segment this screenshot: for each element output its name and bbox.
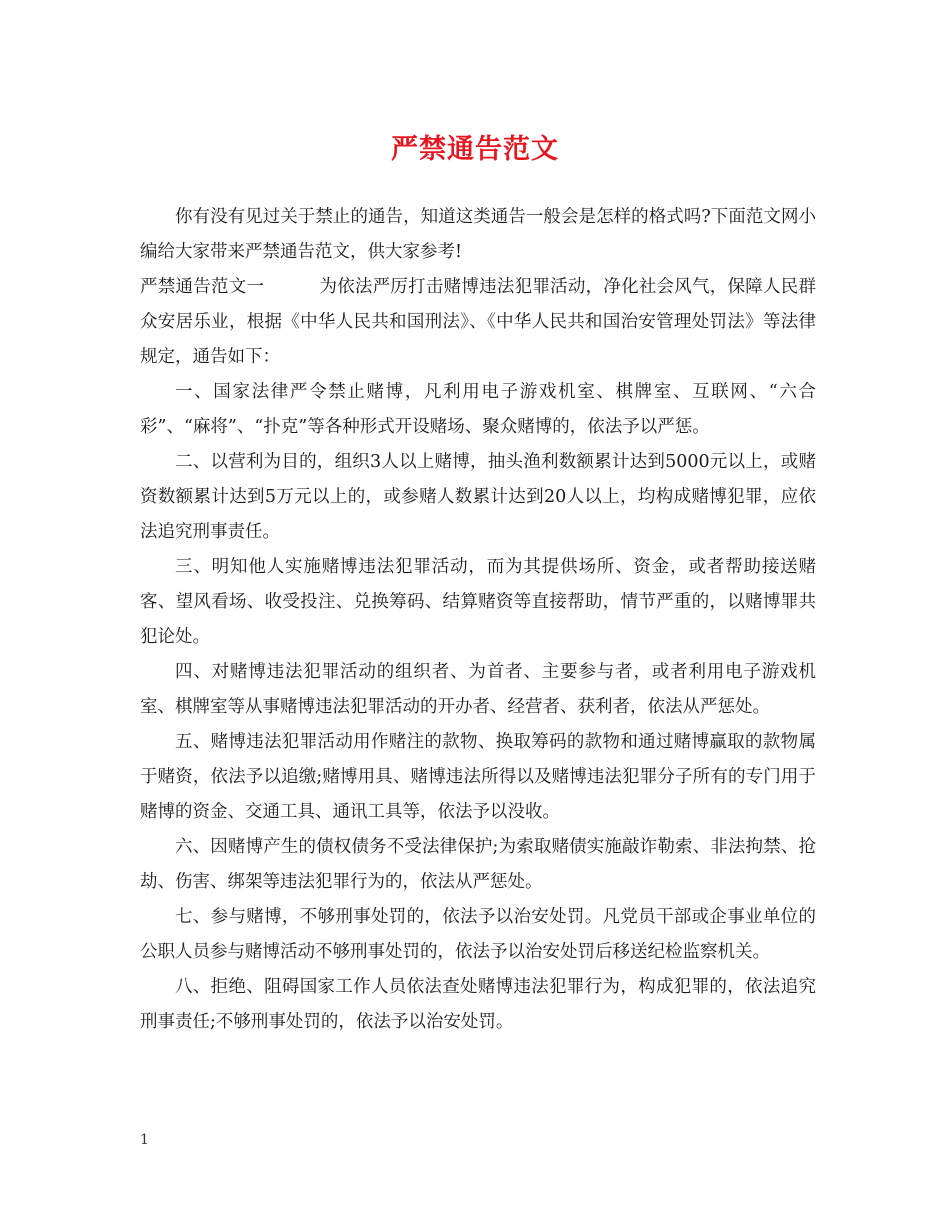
notice-item-2: 二、以营利为目的，组织3人以上赌博，抽头渔利数额累计达到5000元以上，或赌资数额累计达到5万元以上的，或参赌人数累计达到20人以上，均构成赌博犯罪，应依法追究刑事责任。 xyxy=(140,452,816,542)
preamble-text: 为依法严厉打击赌博违法犯罪活动，净化社会风气，保障人民群众安居乐业，根据《中华人民共和国刑法》、《中华人民共和国治安管理处罚法》等法律规定，通告如下： xyxy=(140,277,817,367)
notice-item-7: 七、参与赌博，不够刑事处罚的，依法予以治安处罚。凡党员干部或企事业单位的公职人员参与赌博活动不够刑事处罚的，依法予以治安处罚后移送纪检监察机关。 xyxy=(140,907,816,962)
notice-item-6: 六、因赌博产生的债权债务不受法律保护;为索取赌债实施敲诈勒索、非法拘禁、抢劫、伤害、绑架等违法犯罪行为的，依法从严惩处。 xyxy=(140,837,816,892)
notice-item-4: 四、对赌博违法犯罪活动的组织者、为首者、主要参与者，或者利用电子游戏机室、棋牌室等从事赌博违法犯罪活动的开办者、经营者、获利者，依法从严惩处。 xyxy=(140,662,816,717)
section-label: 严禁通告范文一 xyxy=(140,277,265,297)
notice-item-1: 一、国家法律严令禁止赌博，凡利用电子游戏机室、棋牌室、互联网、“六合彩”、“麻将”、“扑克”等各种形式开设赌场、聚众赌博的，依法予以严惩。 xyxy=(140,382,816,437)
intro-paragraph: 你有没有见过关于禁止的通告，知道这类通告一般会是怎样的格式吗?下面范文网小编给大家带来严禁通告范文，供大家参考! xyxy=(140,207,816,262)
page-number: 1 xyxy=(140,1132,149,1148)
notice-item-5: 五、赌博违法犯罪活动用作赌注的款物、换取筹码的款物和通过赌博赢取的款物属于赌资，依法予以追缴;赌博用具、赌博违法所得以及赌博违法犯罪分子所有的专门用于赌博的资金、交通工具、通讯工具等，依法予以没收。 xyxy=(140,732,816,822)
notice-item-3: 三、明知他人实施赌博违法犯罪活动，而为其提供场所、资金，或者帮助接送赌客、望风看场、收受投注、兑换筹码、结算赌资等直接帮助，情节严重的，以赌博罪共犯论处。 xyxy=(140,557,816,647)
notice-item-8: 八、拒绝、阻碍国家工作人员依法查处赌博违法犯罪行为，构成犯罪的，依法追究刑事责任;不够刑事处罚的，依法予以治安处罚。 xyxy=(140,977,816,1032)
document-body xyxy=(140,200,816,1040)
document-title: 严禁通告范文 xyxy=(391,134,559,165)
preamble-paragraph xyxy=(140,270,816,375)
